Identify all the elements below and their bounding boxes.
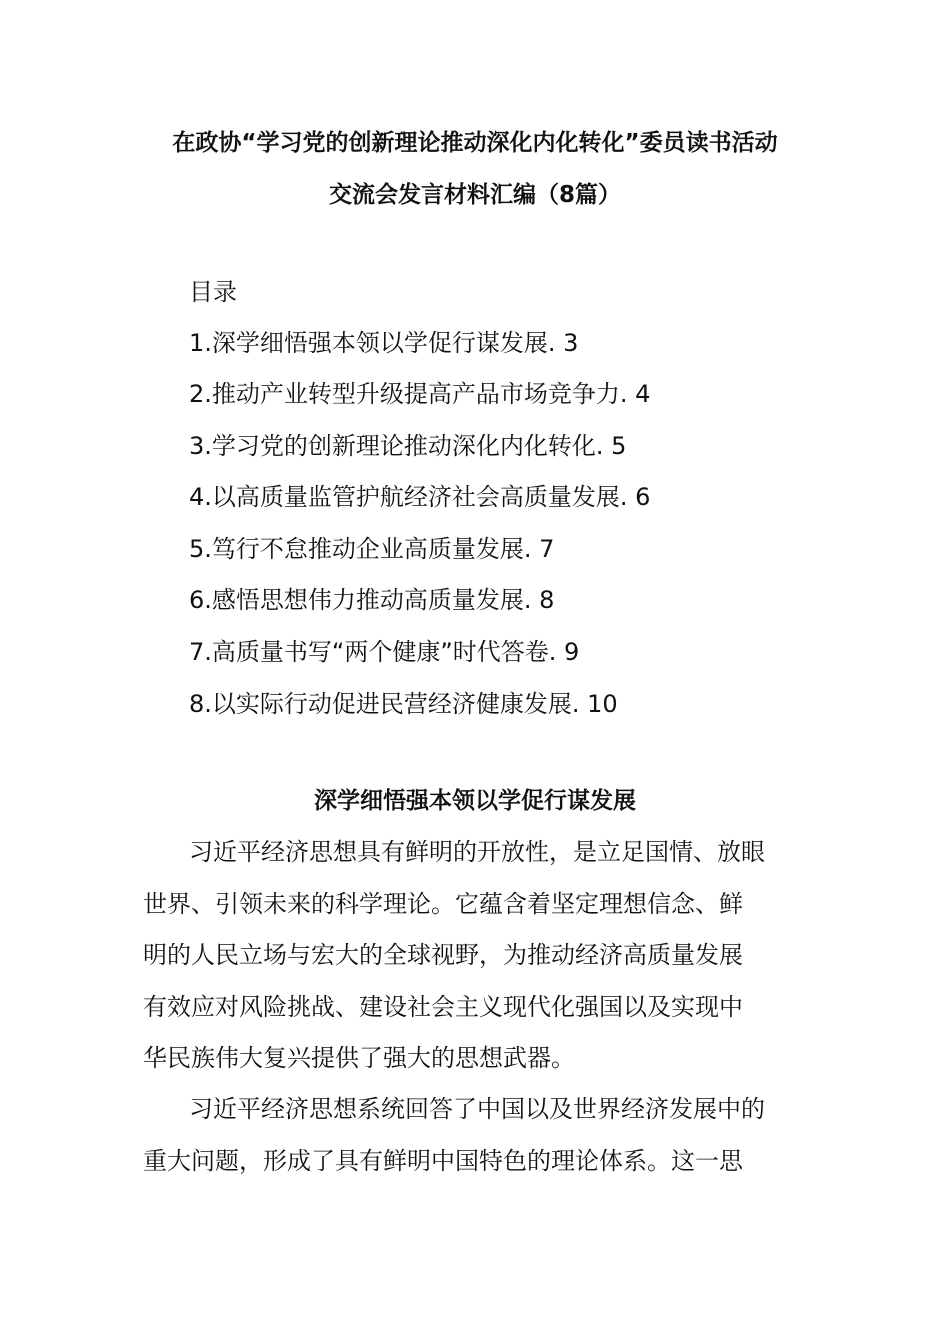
section-title: 深学细悟强本领以学促行谋发展 [314, 788, 636, 814]
paragraph-line: 习近平经济思想系统回答了中国以及世界经济发展中的 [189, 1095, 765, 1123]
paragraph-line: 重大问题，形成了具有鲜明中国特色的理论体系。这一思 [143, 1146, 743, 1175]
toc-item-5: 5.笃行不怠推动企业高质量发展. 7 [189, 535, 555, 563]
toc-item-2: 2.推动产业转型升级提高产品市场竞争力. 4 [189, 380, 651, 408]
toc-heading: 目录 [189, 278, 237, 306]
paragraph-line: 习近平经济思想具有鲜明的开放性，是立足国情、放眼 [189, 838, 765, 866]
toc-item-7: 7.高质量书写“两个健康”时代答卷. 9 [189, 638, 580, 666]
paragraph-line: 华民族伟大复兴提供了强大的思想武器。 [143, 1044, 575, 1072]
toc-item-1: 1.深学细悟强本领以学促行谋发展. 3 [189, 329, 579, 357]
toc-item-3: 3.学习党的创新理论推动深化内化转化. 5 [189, 432, 627, 460]
toc-item-4: 4.以高质量监管护航经济社会高质量发展. 6 [189, 483, 651, 511]
paragraph-line: 明的人民立场与宏大的全球视野，为推动经济高质量发展 [143, 941, 743, 969]
document-title-line-1: 在政协“学习党的创新理论推动深化内化转化”委员读书活动 [172, 130, 778, 156]
paragraph-line: 世界、引领未来的科学理论。它蕴含着坚定理想信念、鲜 [143, 889, 743, 918]
paragraph-line: 有效应对风险挑战、建设社会主义现代化强国以及实现中 [143, 992, 743, 1021]
body-paragraph-2 [143, 1093, 807, 1196]
body-paragraph-1 [143, 836, 807, 1094]
toc-item-8: 8.以实际行动促进民营经济健康发展. 10 [189, 690, 618, 718]
document-title-line-2: 交流会发言材料汇编（8篇） [328, 182, 621, 208]
toc-item-6: 6.感悟思想伟力推动高质量发展. 8 [189, 586, 555, 614]
